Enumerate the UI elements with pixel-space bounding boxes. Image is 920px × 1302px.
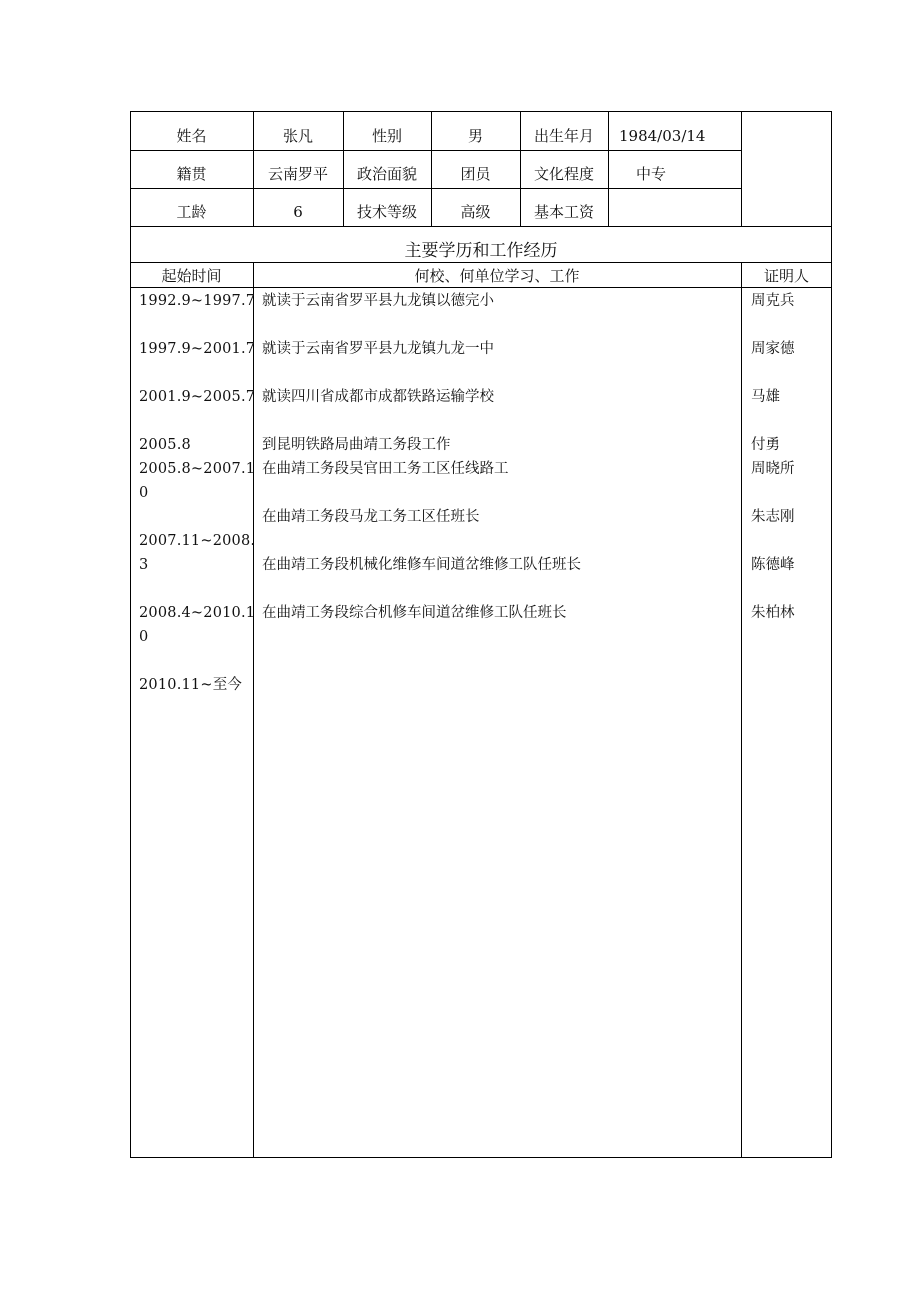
- col-divider-5: [608, 111, 609, 226]
- birth-value: 1984/03/14: [619, 127, 706, 145]
- date-entry-5-wrap: 0: [139, 485, 149, 501]
- origin-label: 籍贯: [176, 165, 207, 183]
- seniority-value: 6: [293, 203, 303, 221]
- witness-entry-4: 付勇: [751, 437, 780, 453]
- witness-entry-8: 朱柏林: [751, 605, 795, 621]
- header-bottom-line: [130, 287, 832, 288]
- place-entry-7: 在曲靖工务段机械化维修车间道岔维修工队任班长: [262, 557, 581, 573]
- history-col-divider-2: [741, 262, 742, 1158]
- row-divider-2: [130, 188, 742, 189]
- witness-entry-6: 朱志刚: [751, 509, 795, 525]
- name-value: 张凡: [282, 127, 313, 145]
- origin-value: 云南罗平: [267, 165, 328, 183]
- witness-entry-7: 陈德峰: [751, 557, 795, 573]
- skill-value: 高级: [460, 203, 491, 221]
- witness-entry-5: 周晓所: [751, 461, 795, 477]
- seniority-label: 工龄: [176, 203, 207, 221]
- date-entry-5: 2005.8~2007.1: [139, 461, 256, 477]
- political-value: 团员: [460, 165, 491, 183]
- name-label: 姓名: [176, 127, 207, 145]
- gender-value: 男: [467, 127, 483, 145]
- place-entry-5: 在曲靖工务段吴官田工务工区任线路工: [262, 461, 509, 477]
- witness-entry-2: 周家德: [751, 341, 795, 357]
- date-entry-7: 2008.4~2010.1: [139, 605, 256, 621]
- col-place-header: 何校、何单位学习、工作: [414, 267, 580, 285]
- skill-label: 技术等级: [356, 203, 417, 221]
- date-entry-7-wrap: 0: [139, 629, 149, 645]
- date-entry-6-wrap: 3: [139, 557, 149, 573]
- history-title: 主要学历和工作经历: [404, 241, 558, 261]
- date-entry-4: 2005.8: [139, 437, 191, 453]
- education-value: 中专: [636, 165, 667, 183]
- place-entry-8: 在曲靖工务段综合机修车间道岔维修工队任班长: [262, 605, 567, 621]
- title-bottom-line: [130, 262, 832, 263]
- witness-entry-1: 周克兵: [751, 293, 795, 309]
- col-witness-header: 证明人: [763, 267, 809, 285]
- place-entry-6: 在曲靖工务段马龙工务工区任班长: [262, 509, 480, 525]
- place-entry-4: 到昆明铁路局曲靖工务段工作: [262, 437, 451, 453]
- row-divider-1: [130, 150, 742, 151]
- col-time-header: 起始时间: [161, 267, 222, 285]
- birth-label: 出生年月: [533, 127, 594, 145]
- political-label: 政治面貌: [356, 165, 417, 183]
- gender-label: 性别: [371, 127, 402, 145]
- salary-label: 基本工资: [533, 203, 594, 221]
- date-entry-3: 2001.9~2005.7: [139, 389, 256, 405]
- place-entry-1: 就读于云南省罗平县九龙镇以德完小: [262, 293, 494, 309]
- info-bottom-line: [130, 226, 832, 227]
- date-entry-1: 1992.9~1997.7: [139, 293, 256, 309]
- witness-entry-3: 马雄: [751, 389, 780, 405]
- place-entry-3: 就读四川省成都市成都铁路运输学校: [262, 389, 494, 405]
- date-entry-2: 1997.9~2001.7: [139, 341, 256, 357]
- place-entry-2: 就读于云南省罗平县九龙镇九龙一中: [262, 341, 494, 357]
- date-entry-8: 2010.11~至今: [139, 677, 243, 693]
- education-label: 文化程度: [533, 165, 594, 183]
- col-divider-6: [741, 111, 742, 226]
- date-entry-6: 2007.11~2008.: [139, 533, 256, 549]
